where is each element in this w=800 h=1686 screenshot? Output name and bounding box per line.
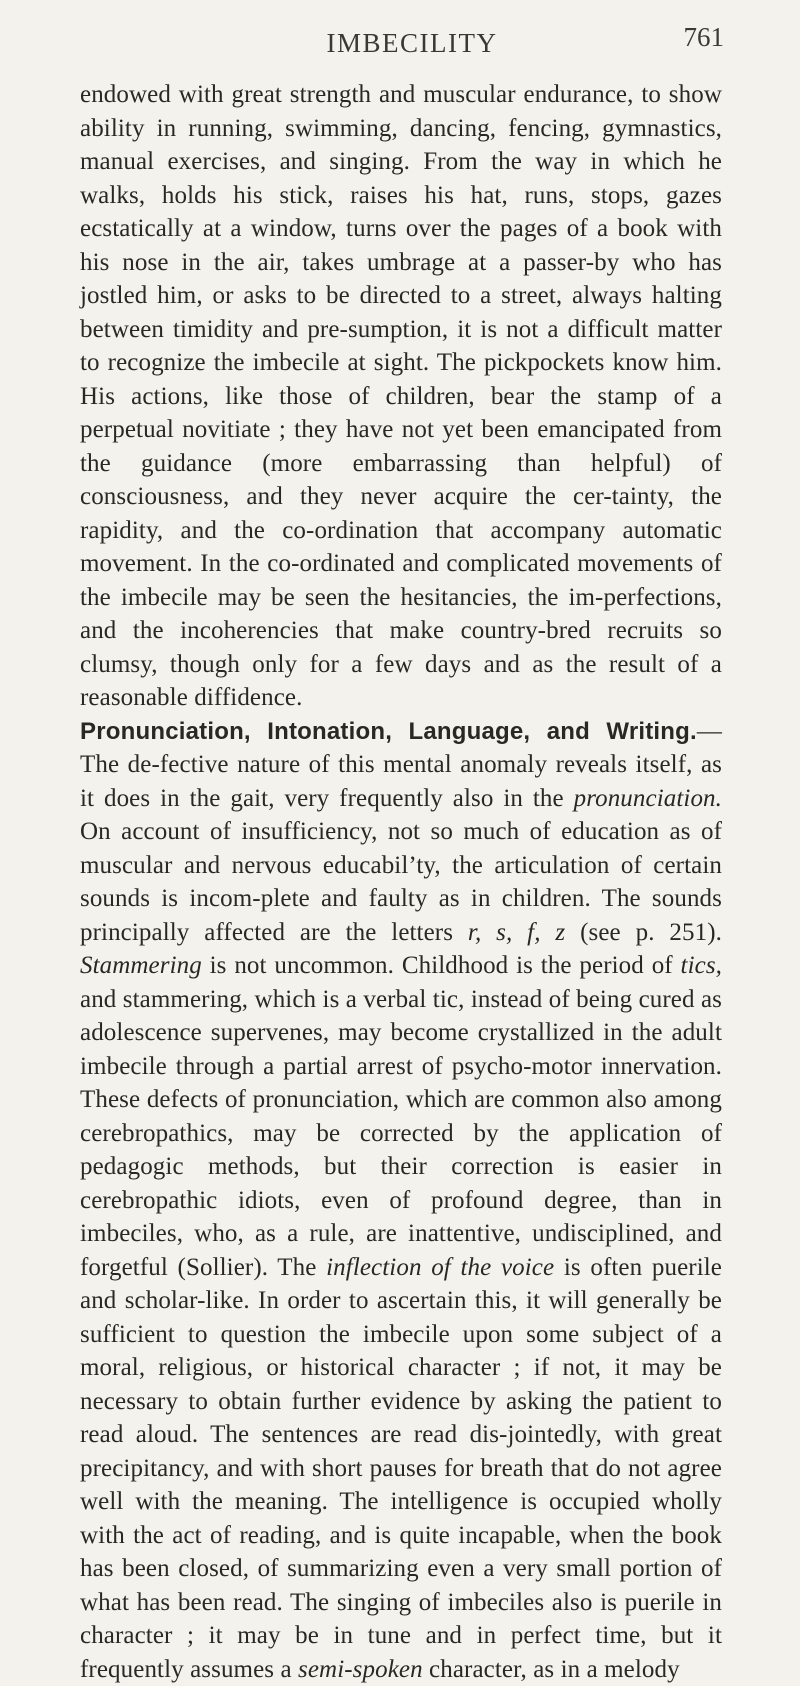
italic-term: inflection of the voice	[326, 1254, 554, 1281]
page-header	[80, 0, 722, 78]
italic-term: semi-spoken	[298, 1656, 423, 1683]
text-run: is often puerile and scholar-like. In order to ascertain this, it will generally be sufficient to question the imbecile upon some subject of a moral, religious, or historical character ; if not, it may be necessary to obtain further evidence by asking the patient to read aloud. The sentences are read dis-jointedly, with great precipitancy, and with short pauses for breath that do not agree well with the meaning. The intelligence is occupied wholly with the act of reading, and is quite incapable, when the book has been closed, of summarizing even a very small portion of what has been read. The singing of imbeciles also is puerile in character ; it may be in tune and in perfect time, but it frequently assumes a	[80, 1254, 722, 1683]
text-run: character, as in a melody	[423, 1656, 680, 1683]
italic-term: tics,	[681, 952, 722, 979]
text-run: On account of insufficiency, not so much of education as of muscular and nervous educabil’ty, the articulation of certain sounds is incom-plete and faulty as in children. The sounds principally affected are the letters	[80, 818, 722, 946]
paragraph-continued	[80, 78, 722, 715]
italic-term: pronunciation.	[574, 785, 722, 812]
text-run: (see p. 251).	[565, 919, 722, 946]
page-number: 761	[684, 22, 725, 53]
text-run: is not uncommon. Childhood is the period of	[202, 952, 681, 979]
italic-letters: r, s, f, z	[468, 919, 565, 946]
paragraph-text: endowed with great strength and muscular endurance, to show ability in running, swimming, dancing, fencing, gymnastics, manual exercises, and singing. From the way in which he walks, holds his stick, raises his hat, runs, stops, gazes ecstatically at a window, turns over the pages of a book with his nose in the air, takes umbrage at a passer-by who has jostled him, or asks to be directed to a street, always halting between timidity and pre-sumption, it is not a difficult matter to recognize the imbecile at sight. The pickpockets know him. His actions, like those of children, bear the stamp of a perpetual novitiate ; they have not yet been emancipated from the guidance (more embarrassing than helpful) of consciousness, and they never acquire the cer-tainty, the rapidity, and the co-ordination that accompany automatic movement. In the co-ordinated and complicated movements of the imbecile may be seen the hesitancies, the im-perfections, and the incoherencies that make country-bred recruits so clumsy, though only for a few days and as the result of a reasonable diffidence.	[80, 81, 722, 711]
text-run: —The de-fective nature of this mental anomaly reveals itself, as it does in the gait, very frequently also in the	[80, 718, 722, 812]
running-head: IMBECILITY	[80, 28, 722, 59]
paragraph-pronunciation	[80, 715, 722, 1686]
text-run: and stammering, which is a verbal tic, instead of being cured as adolescence supervenes, may become crystallized in the adult imbecile through a partial arrest of psycho-motor innervation. These defects of pronunciation, which are common also among cerebropathics, may be corrected by the application of pedagogic methods, but their correction is easier in cerebropathic idiots, even of profound degree, than in imbeciles, who, as a rule, are inattentive, undisciplined, and forgetful (Sollier). The	[80, 986, 722, 1281]
italic-term: Stammering	[80, 952, 202, 979]
section-heading: Pronunciation, Intonation, Language, and Writing.	[80, 718, 697, 745]
